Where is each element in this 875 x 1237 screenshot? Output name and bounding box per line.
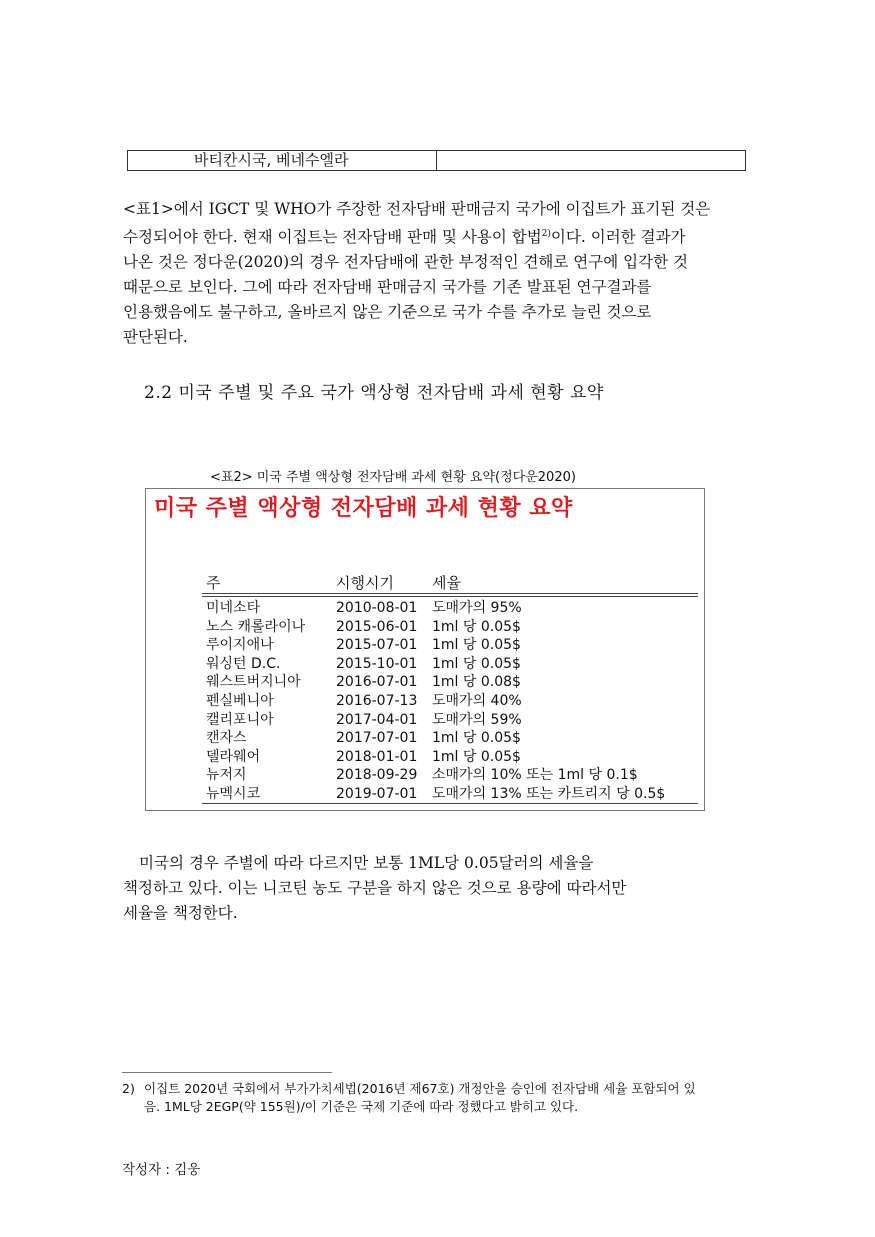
- row-state: 노스 캐롤라이나: [206, 618, 306, 635]
- table-bottom-rule: [202, 803, 698, 804]
- row-rate: 도매가의 40%: [432, 692, 522, 709]
- row-date: 2018-01-01: [336, 748, 418, 765]
- row-date: 2016-07-13: [336, 692, 418, 709]
- table-row: [202, 766, 698, 785]
- row-state: 펜실베니아: [206, 692, 274, 709]
- table-row: [202, 599, 698, 618]
- footnote-divider: [122, 1072, 332, 1073]
- row-rate: 1ml 당 0.05$: [432, 730, 521, 747]
- paragraph-2: [123, 851, 753, 926]
- top-table-cell-empty: [437, 151, 745, 170]
- footnote-line-2: 음. 1ML당 2EGP(약 155원)/이 기준은 국제 기준에 따라 정했다고 밝히고 있다.: [144, 1099, 579, 1114]
- row-rate: 도매가의 13% 또는 카트리지 당 0.5$: [432, 785, 666, 802]
- row-date: 2017-04-01: [336, 711, 418, 728]
- paragraph-2-line-3: 세율을 책정한다.: [123, 904, 238, 922]
- header-rate: 세율: [432, 574, 461, 592]
- row-date: 2015-10-01: [336, 655, 418, 672]
- footnote-ref[interactable]: 2): [541, 229, 551, 239]
- paragraph-2-line-1: 미국의 경우 주별에 따라 다르지만 보통 1ML당 0.05달러의 세율을: [139, 854, 594, 872]
- tax-table-rows: [202, 599, 698, 804]
- footnote: [122, 1080, 754, 1116]
- row-state: 웨스트버지니아: [206, 674, 301, 691]
- row-state: 미네소타: [206, 600, 261, 616]
- row-state: 워싱턴 D.C.: [206, 655, 281, 672]
- row-rate: 1ml 당 0.05$: [432, 655, 521, 672]
- paragraph-1-line-3: 나온 것은 정다운(2020)의 경우 전자담배에 관한 부정적인 견해로 연구에 입각한 것: [123, 253, 688, 272]
- row-date: 2017-07-01: [336, 730, 418, 747]
- table-row: [202, 618, 698, 637]
- row-rate: 1ml 당 0.05$: [432, 748, 521, 765]
- row-rate: 도매가의 95%: [432, 600, 522, 616]
- row-state: 뉴멕시코: [206, 785, 261, 802]
- top-table: [127, 150, 746, 171]
- row-rate: 1ml 당 0.08$: [432, 674, 521, 691]
- paragraph-1-line-2-tail: 이다. 이러한 결과가: [550, 228, 686, 247]
- header-date: 시행시기: [336, 574, 394, 592]
- top-table-cell-countries: 바티칸시국, 베네수엘라: [128, 151, 437, 170]
- row-date: 2010-08-01: [336, 600, 418, 616]
- row-date: 2016-07-01: [336, 674, 418, 691]
- table-row: [202, 711, 698, 730]
- paragraph-1-line-2: [123, 222, 753, 250]
- row-rate: 도매가의 59%: [432, 711, 522, 728]
- table2-caption: <표2> 미국 주별 액상형 전자담배 과세 현황 요약(정다운2020): [210, 470, 576, 485]
- paragraph-1-line-1: <표1>에서 IGCT 및 WHO가 주장한 전자담배 판매금지 국가에 이집트가 표기된 것은: [123, 200, 711, 218]
- header-rule-1: [202, 593, 698, 594]
- header-rule-2: [202, 596, 698, 597]
- table-row: [202, 729, 698, 748]
- row-rate: 1ml 당 0.05$: [432, 618, 521, 635]
- table-row: [202, 748, 698, 767]
- paragraph-1-line-6: 판단된다.: [123, 328, 188, 347]
- paragraph-1-line-4: 때문으로 보인다. 그에 따라 전자담배 판매금지 국가를 기존 발표된 연구결과를: [123, 278, 652, 297]
- row-rate: 1ml 당 0.05$: [432, 637, 521, 654]
- row-date: 2015-06-01: [336, 618, 418, 635]
- row-rate: 소매가의 10% 또는 1ml 당 0.1$: [432, 767, 638, 784]
- table-row: [202, 636, 698, 655]
- table-row: [202, 655, 698, 674]
- row-state: 캔자스: [206, 730, 247, 747]
- footnote-line-1: 이집트 2020년 국회에서 부가가치세법(2016년 제67호) 개정안을 승인에 전자담배 세율 포함되어 있: [144, 1081, 696, 1096]
- row-state: 델라웨어: [206, 748, 261, 765]
- tax-table-title: 미국 주별 액상형 전자담배 과세 현황 요약: [154, 496, 573, 521]
- header-state: 주: [206, 574, 221, 592]
- table-row: [202, 673, 698, 692]
- row-date: 2019-07-01: [336, 785, 418, 802]
- paragraph-2-line-2: 책정하고 있다. 이는 니코틴 농도 구분을 하지 않은 것으로 용량에 따라서만: [123, 879, 627, 897]
- row-state: 캘리포니아: [206, 711, 274, 728]
- row-date: 2015-07-01: [336, 637, 418, 654]
- paragraph-1-line-5: 인용했음에도 불구하고, 올바르지 않은 기준으로 국가 수를 추가로 늘린 것으로: [123, 303, 652, 322]
- row-state: 뉴저지: [206, 767, 247, 784]
- table-row: [202, 785, 698, 804]
- author: 작성자 : 김웅: [122, 1162, 201, 1178]
- tax-table: [145, 488, 705, 811]
- paragraph-1-line-2-text: 수정되어야 한다. 현재 이집트는 전자담배 판매 및 사용이 합법: [123, 228, 542, 247]
- paragraph-1: [123, 197, 753, 350]
- footnote-number: 2): [122, 1081, 135, 1096]
- row-state: 루이지애나: [206, 637, 274, 654]
- row-date: 2018-09-29: [336, 767, 418, 784]
- table-row: [202, 692, 698, 711]
- section-heading: 2.2 미국 주별 및 주요 국가 액상형 전자담배 과세 현황 요약: [144, 383, 604, 403]
